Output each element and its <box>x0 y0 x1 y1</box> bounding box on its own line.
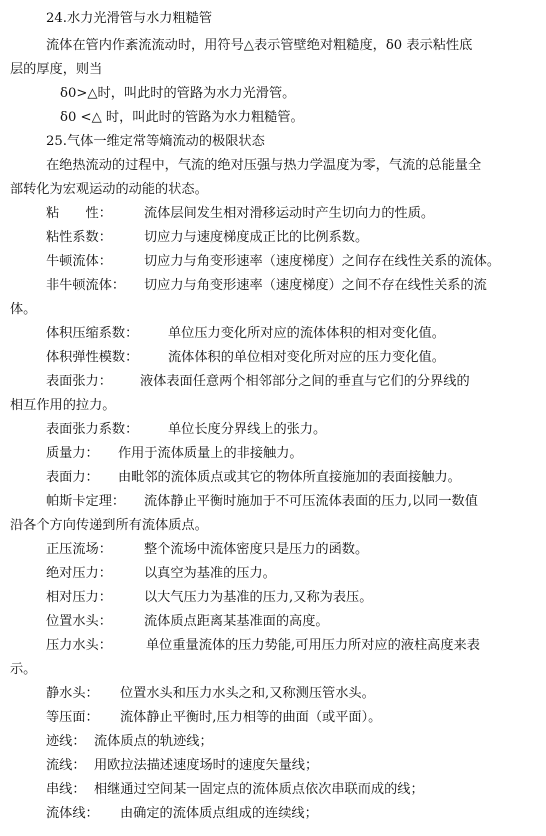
definition-non-newtonian-fluid <box>46 276 487 296</box>
definition-term: 表面张力系数： <box>46 422 139 437</box>
definition-continuation: 相互作用的拉力。 <box>10 398 116 413</box>
definition-term: 等压面： <box>46 710 99 725</box>
definition-continuation: 沿各个方向传递到所有流体质点。 <box>10 518 208 533</box>
definition-text: 单位重量流体的压力势能,可用压力所对应的液柱高度来表 <box>146 638 480 653</box>
definition-text: 以真空为基准的压力。 <box>144 566 276 581</box>
definition-bulk-modulus <box>46 348 445 368</box>
definition-barotropic-field <box>46 540 368 560</box>
definition-term: 迹线： <box>46 734 86 749</box>
paragraph-line: 层的厚度，则当 <box>10 62 103 77</box>
section-heading-25: 25.气体一维定常等熵流动的极限状态 <box>46 134 265 149</box>
paragraph-line: δ0 <△ 时，叫此时的管路为水力粗糙管。 <box>60 110 304 125</box>
definition-text: 由确定的流体质点组成的连续线； <box>120 806 318 821</box>
definition-text: 流体质点的轨迹线； <box>94 734 213 749</box>
definition-term: 表面张力： <box>46 374 112 389</box>
definition-pressure-head <box>46 636 480 656</box>
definition-term: 体积弹性模数： <box>46 350 139 365</box>
definition-surface-tension-coefficient <box>46 420 326 440</box>
definition-term: 牛顿流体： <box>46 254 112 269</box>
definition-absolute-pressure <box>46 564 276 584</box>
definition-viscosity-coefficient <box>46 228 368 248</box>
definition-text: 流体体积的单位相对变化所对应的压力变化值。 <box>168 350 445 365</box>
definition-term: 静水头： <box>46 686 99 701</box>
definition-text: 相继通过空间某一固定点的流体质点依次串联而成的线； <box>94 782 424 797</box>
definition-term: 体积压缩系数： <box>46 326 139 341</box>
paragraph-line: 流体在管内作紊流流动时，用符号△表示管壁绝对粗糙度，δ0 表示粘性底 <box>46 38 473 53</box>
definition-term: 粘 性： <box>46 206 112 221</box>
definition-term: 流线： <box>46 758 86 773</box>
definition-text: 用欧拉法描述速度场时的速度矢量线； <box>94 758 319 773</box>
paragraph-line: 部转化为宏观运动的动能的状态。 <box>10 182 208 197</box>
definition-term: 帕斯卡定理： <box>46 494 126 509</box>
definition-streakline <box>46 780 424 800</box>
definition-term: 非牛顿流体： <box>46 278 126 293</box>
definition-newtonian-fluid <box>46 252 500 272</box>
definition-text: 流体静止平衡时,压力相等的曲面（或平面）。 <box>120 710 382 725</box>
definition-text: 液体表面任意两个相邻部分之间的垂直与它们的分界线的 <box>140 374 470 389</box>
definition-elevation-head <box>46 612 329 632</box>
definition-pascal-law <box>46 492 478 512</box>
definition-term: 位置水头： <box>46 614 112 629</box>
definition-term: 绝对压力： <box>46 566 112 581</box>
definition-term: 流体线： <box>46 806 99 821</box>
definition-text: 单位长度分界线上的张力。 <box>168 422 327 437</box>
definition-term: 相对压力： <box>46 590 112 605</box>
definition-text: 单位压力变化所对应的流体体积的相对变化值。 <box>168 326 445 341</box>
definition-text: 切应力与角变形速率（速度梯度）之间存在线性关系的流体。 <box>144 254 501 269</box>
definition-text: 位置水头和压力水头之和,又称测压管水头。 <box>120 686 375 701</box>
definition-surface-force <box>46 468 461 488</box>
definition-text: 切应力与速度梯度成正比的比例系数。 <box>144 230 369 245</box>
definition-term: 粘性系数： <box>46 230 112 245</box>
definition-relative-pressure <box>46 588 372 608</box>
section-heading-24: 24.水力光滑管与水力粗糙管 <box>46 11 213 26</box>
definition-text: 流体层间发生相对滑移运动时产生切向力的性质。 <box>144 206 435 221</box>
definition-streamline <box>46 756 318 776</box>
definition-continuation: 示。 <box>10 662 37 677</box>
definition-text: 流体质点距离某基准面的高度。 <box>144 614 329 629</box>
definition-text: 切应力与角变形速率（速度梯度）之间不存在线性关系的流 <box>144 278 487 293</box>
definition-term: 质量力： <box>46 446 99 461</box>
definition-body-force <box>46 444 303 464</box>
definition-text: 作用于流体质量上的非接触力。 <box>118 446 303 461</box>
definition-text: 整个流场中流体密度只是压力的函数。 <box>144 542 369 557</box>
definition-continuation: 体。 <box>10 302 37 317</box>
definition-material-line <box>46 804 318 824</box>
definition-text: 由毗邻的流体质点或其它的物体所直接施加的表面接触力。 <box>118 470 461 485</box>
definition-term: 串线： <box>46 782 86 797</box>
definition-piezometric-head <box>46 684 375 704</box>
definition-term: 表面力： <box>46 470 99 485</box>
definition-isobaric-surface <box>46 708 381 728</box>
definition-text: 以大气压力为基准的压力,又称为表压。 <box>144 590 373 605</box>
definition-term: 正压流场： <box>46 542 112 557</box>
definition-viscosity <box>46 204 434 224</box>
definition-term: 压力水头： <box>46 638 112 653</box>
definition-pathline <box>46 732 213 752</box>
paragraph-line: 在绝热流动的过程中，气流的绝对压强与热力学温度为零，气流的总能量全 <box>46 158 482 173</box>
definition-surface-tension <box>46 372 470 392</box>
definition-compressibility <box>46 324 445 344</box>
definition-text: 流体静止平衡时施加于不可压流体表面的压力,以同一数值 <box>144 494 478 509</box>
paragraph-line: δ0>△时，叫此时的管路为水力光滑管。 <box>60 86 296 101</box>
